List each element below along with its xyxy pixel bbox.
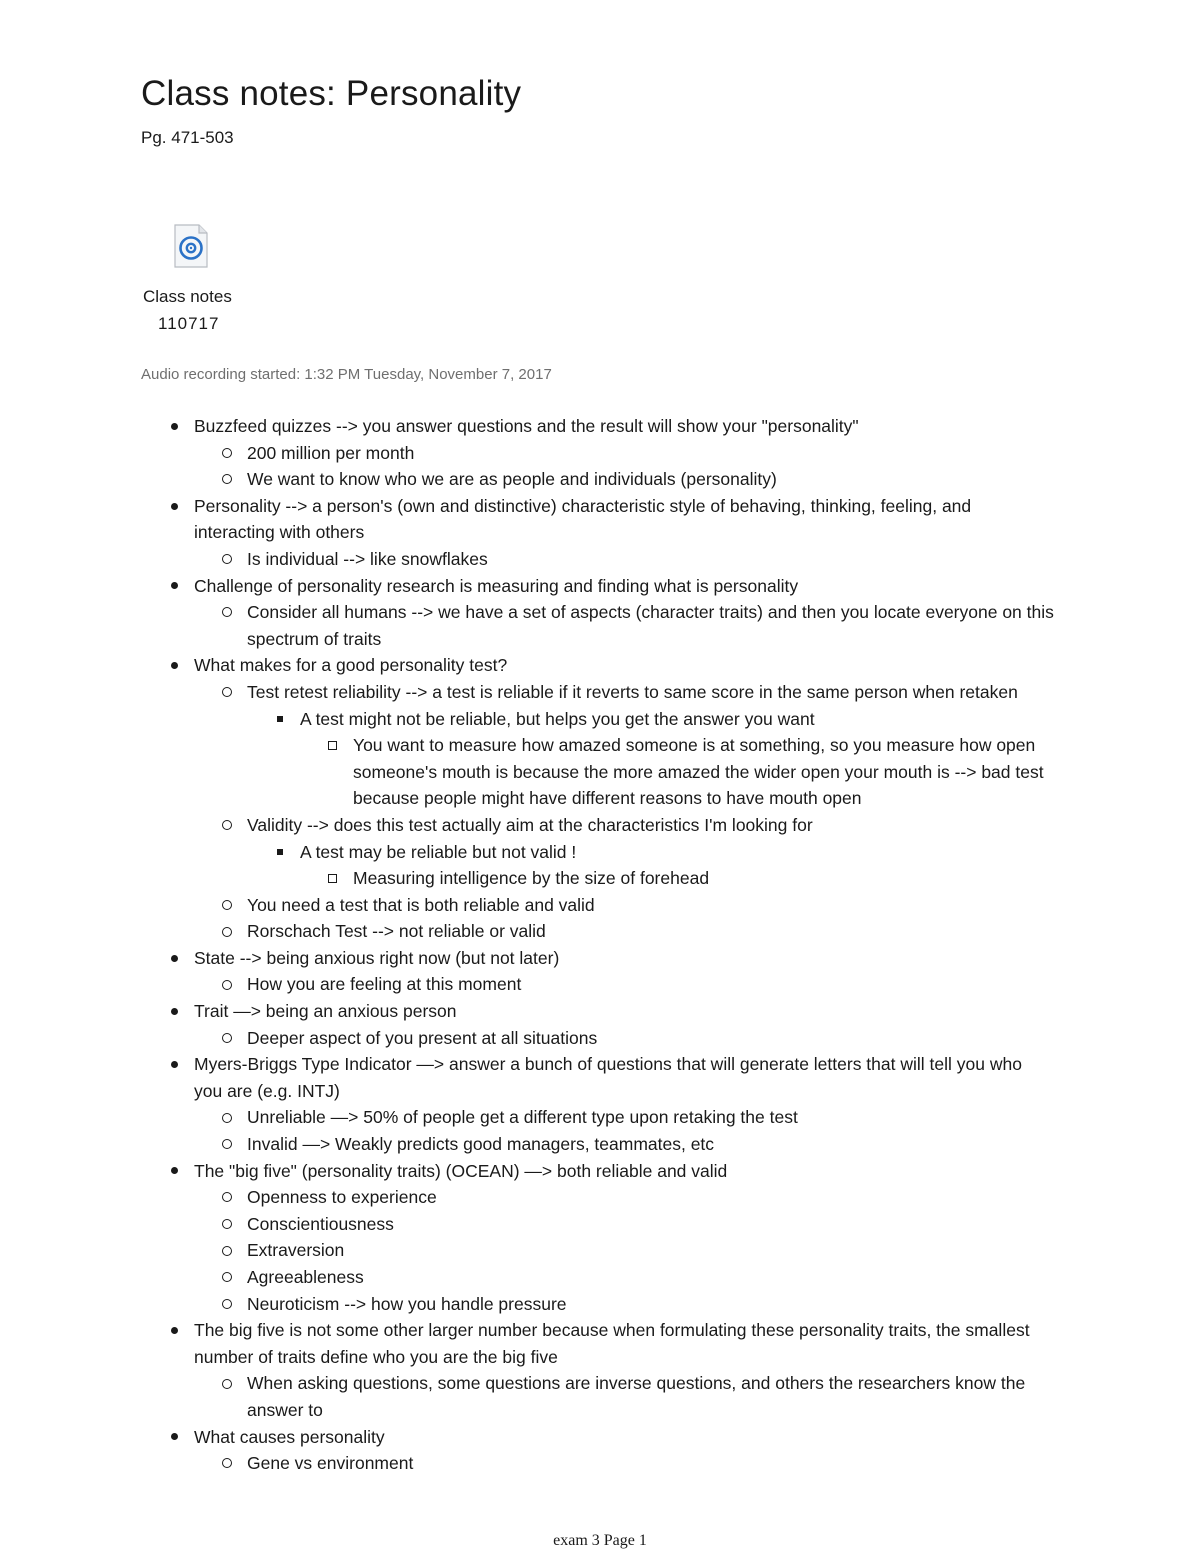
notes-list (0, 413, 1200, 1477)
note-text: Openness to experience (247, 1187, 437, 1208)
note-line (0, 971, 1200, 998)
note-line (0, 440, 1200, 467)
bullet-dot-icon (167, 945, 181, 972)
note-text: 200 million per month (247, 442, 415, 463)
bullet-hollow-square-icon (325, 732, 339, 759)
bullet-circle-icon (220, 812, 234, 839)
note-text: A test may be reliable but not valid ! (300, 841, 577, 862)
note-line (0, 1078, 1200, 1105)
note-text: State --> being anxious right now (but not later) (194, 947, 560, 968)
page-title: Class notes: Personality (141, 74, 522, 113)
note-line (0, 1424, 1200, 1451)
bullet-dot-icon (167, 652, 181, 679)
bullet-circle-icon (220, 1025, 234, 1052)
note-text: What makes for a good personality test? (194, 655, 508, 676)
note-text: Extraversion (247, 1240, 345, 1261)
bullet-circle-icon (220, 1211, 234, 1238)
note-line (0, 1051, 1200, 1078)
note-text: A test might not be reliable, but helps you get the answer you want (300, 708, 815, 729)
bullet-dot-icon (167, 573, 181, 600)
bullet-square-icon (273, 839, 287, 866)
note-text: Personality --> a person's (own and distinctive) characteristic style of behaving, thinking, feeling, and (194, 495, 972, 516)
note-line (0, 785, 1200, 812)
bullet-dot-icon (167, 998, 181, 1025)
note-text: you are (e.g. INTJ) (194, 1080, 340, 1101)
note-text: Deeper aspect of you present at all situations (247, 1027, 598, 1048)
bullet-circle-icon (220, 1104, 234, 1131)
note-line (0, 1450, 1200, 1477)
note-text: We want to know who we are as people and individuals (personality) (247, 469, 777, 490)
note-line (0, 1317, 1200, 1344)
note-line (0, 1344, 1200, 1371)
bullet-hollow-square-icon (325, 865, 339, 892)
bullet-circle-icon (220, 1370, 234, 1397)
note-line (0, 1104, 1200, 1131)
note-line (0, 1237, 1200, 1264)
note-line (0, 652, 1200, 679)
note-line (0, 1397, 1200, 1424)
note-line (0, 1370, 1200, 1397)
note-line (0, 759, 1200, 786)
bullet-circle-icon (220, 1237, 234, 1264)
note-text: Consider all humans --> we have a set of aspects (character traits) and then you locate everyone on this (247, 602, 1054, 623)
bullet-dot-icon (167, 493, 181, 520)
attachment-id[interactable]: 110717 (158, 314, 220, 333)
note-line (0, 1184, 1200, 1211)
bullet-circle-icon (220, 918, 234, 945)
note-text: Buzzfeed quizzes --> you answer questions and the result will show your "personality" (194, 416, 859, 436)
note-text: Myers-Briggs Type Indicator —> answer a bunch of questions that will generate letters that will tell you who (194, 1054, 1022, 1075)
note-line (0, 998, 1200, 1025)
note-text: Challenge of personality research is measuring and finding what is personality (194, 575, 799, 596)
note-line (0, 1025, 1200, 1052)
bullet-dot-icon (167, 1158, 181, 1185)
note-text: someone's mouth is because the more amazed the wider open your mouth is --> bad test (353, 761, 1044, 782)
page-range: Pg. 471-503 (141, 128, 234, 147)
bullet-circle-icon (220, 892, 234, 919)
note-line (0, 1158, 1200, 1185)
note-line (0, 732, 1200, 759)
note-line (0, 839, 1200, 866)
note-text: Invalid —> Weakly predicts good managers, teammates, etc (247, 1134, 715, 1155)
note-line (0, 1131, 1200, 1158)
page-footer: exam 3 Page 1 (553, 1532, 647, 1549)
note-line (0, 679, 1200, 706)
note-line (0, 706, 1200, 733)
bullet-dot-icon (167, 1051, 181, 1078)
bullet-circle-icon (220, 1264, 234, 1291)
note-line (0, 519, 1200, 546)
note-text: The "big five" (personality traits) (OCEAN) —> both reliable and valid (194, 1160, 728, 1181)
note-text: Neuroticism --> how you handle pressure (247, 1293, 567, 1314)
note-line (0, 599, 1200, 626)
bullet-dot-icon (167, 1424, 181, 1451)
note-text: Unreliable —> 50% of people get a different type upon retaking the test (247, 1107, 798, 1128)
bullet-dot-icon (167, 413, 181, 440)
note-text: interacting with others (194, 522, 365, 543)
note-line (0, 413, 1200, 440)
attachment-name[interactable]: Class notes (143, 287, 232, 306)
note-line (0, 493, 1200, 520)
bullet-circle-icon (220, 1131, 234, 1158)
note-text: number of traits define who you are the big five (194, 1346, 558, 1367)
bullet-circle-icon (220, 679, 234, 706)
note-text: Gene vs environment (247, 1453, 414, 1474)
note-line (0, 892, 1200, 919)
note-text: Conscientiousness (247, 1213, 394, 1234)
note-text: spectrum of traits (247, 628, 382, 649)
note-text: What causes personality (194, 1426, 385, 1447)
note-text: When asking questions, some questions are inverse questions, and others the researchers know the (247, 1373, 1026, 1394)
bullet-dot-icon (167, 1317, 181, 1344)
note-line (0, 812, 1200, 839)
bullet-circle-icon (220, 1291, 234, 1318)
note-line (0, 865, 1200, 892)
note-text: Validity --> does this test actually aim at the characteristics I'm looking for (247, 814, 813, 835)
bullet-circle-icon (220, 440, 234, 467)
note-text: because people might have different reasons to have mouth open (353, 788, 862, 809)
note-text: Agreeableness (247, 1267, 364, 1287)
note-text: Rorschach Test --> not reliable or valid (247, 921, 546, 942)
note-line (0, 945, 1200, 972)
bullet-circle-icon (220, 971, 234, 998)
note-line (0, 1264, 1200, 1291)
bullet-circle-icon (220, 599, 234, 626)
note-line (0, 466, 1200, 493)
bullet-circle-icon (220, 1184, 234, 1211)
note-text: Trait —> being an anxious person (194, 1001, 457, 1022)
bullet-circle-icon (220, 466, 234, 493)
note-text: How you are feeling at this moment (247, 974, 522, 995)
audio-file-icon[interactable] (172, 222, 210, 270)
note-line (0, 918, 1200, 945)
note-line (0, 573, 1200, 600)
note-line (0, 1211, 1200, 1238)
note-text: The big five is not some other larger number because when formulating these personality traits, the smallest (194, 1320, 1030, 1341)
note-text: Measuring intelligence by the size of forehead (353, 868, 710, 889)
note-text: You need a test that is both reliable and valid (247, 894, 595, 915)
note-line (0, 546, 1200, 573)
note-text: Test retest reliability --> a test is reliable if it reverts to same score in the same person when retaken (247, 681, 1018, 702)
note-line (0, 626, 1200, 653)
note-text: Is individual --> like snowflakes (247, 548, 488, 569)
bullet-circle-icon (220, 1450, 234, 1477)
bullet-square-icon (273, 706, 287, 733)
note-line (0, 1291, 1200, 1318)
note-text: answer to (247, 1399, 323, 1420)
bullet-circle-icon (220, 546, 234, 573)
note-text: You want to measure how amazed someone is at something, so you measure how open (353, 735, 1036, 756)
audio-recording-info: Audio recording started: 1:32 PM Tuesday, November 7, 2017 (141, 366, 552, 383)
